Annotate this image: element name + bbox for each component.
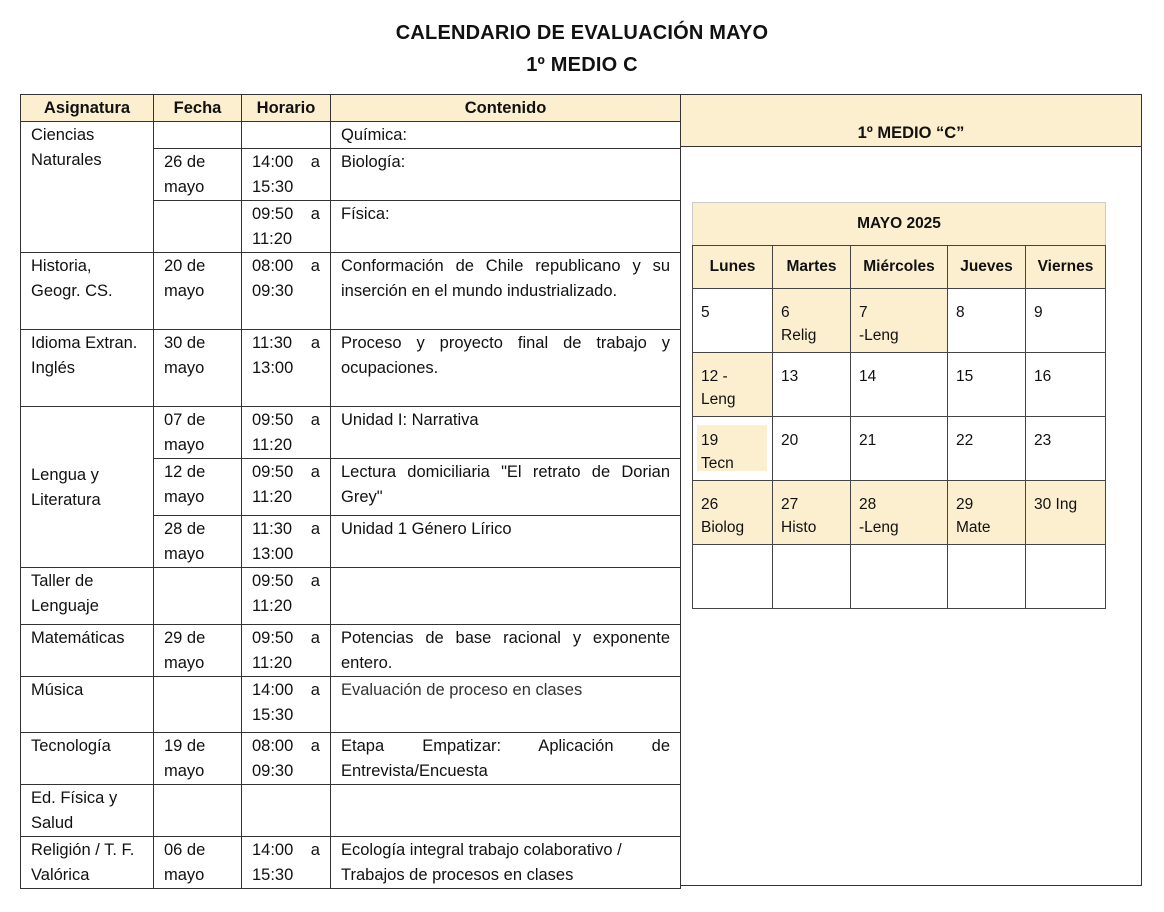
table-row bbox=[21, 785, 681, 837]
subject-cell: Taller de Lenguaje bbox=[21, 568, 154, 625]
table-row bbox=[21, 407, 681, 459]
subject-cell: Matemáticas bbox=[21, 625, 154, 677]
calendar-day bbox=[948, 353, 1026, 417]
day-number: 9 bbox=[1034, 304, 1043, 321]
day-event: Histo bbox=[781, 519, 817, 536]
month-calendar bbox=[692, 202, 1106, 609]
day-number: 13 bbox=[781, 368, 799, 385]
calendar-week bbox=[693, 289, 1106, 353]
calendar-day bbox=[693, 481, 773, 545]
contenido-cell: Física: bbox=[331, 201, 681, 253]
day-number: 5 bbox=[701, 304, 710, 321]
calendar-day bbox=[693, 545, 773, 609]
calendar-day bbox=[1026, 545, 1106, 609]
contenido-cell: Ecología integral trabajo colaborativo / Trabajos de procesos en clases bbox=[331, 837, 681, 889]
page-title: CALENDARIO DE EVALUACIÓN MAYO bbox=[395, 22, 769, 44]
table-row bbox=[21, 677, 681, 733]
calendar-day bbox=[693, 353, 773, 417]
day-event: Tecn bbox=[701, 455, 734, 472]
table-row bbox=[21, 625, 681, 677]
header-contenido: Contenido bbox=[331, 95, 681, 122]
calendar-day bbox=[851, 353, 948, 417]
calendar-week bbox=[693, 353, 1106, 417]
day-event: Leng bbox=[701, 391, 736, 408]
course-panel-header: 1º MEDIO “C” bbox=[681, 95, 1141, 147]
table-row bbox=[21, 568, 681, 625]
day-number: 20 bbox=[781, 432, 799, 449]
contenido-cell: Lectura domiciliaria "El retrato de Dorian Grey" bbox=[331, 459, 681, 516]
table-header-row bbox=[21, 95, 681, 122]
day-number: 30 Ing bbox=[1034, 496, 1078, 513]
horario-cell: 08:00 a 09:30 bbox=[242, 253, 331, 330]
subject-cell: Ed. Física y Salud bbox=[21, 785, 154, 837]
calendar-day bbox=[948, 481, 1026, 545]
horario-cell: 09:50 a 11:20 bbox=[242, 568, 331, 625]
calendar-day bbox=[851, 481, 948, 545]
calendar-day bbox=[773, 545, 851, 609]
day-header-lunes: Lunes bbox=[693, 246, 773, 289]
horario-cell: 09:50 a 11:20 bbox=[242, 459, 331, 516]
calendar-day bbox=[693, 417, 773, 481]
day-number: 29 bbox=[956, 496, 974, 513]
evaluation-table bbox=[20, 94, 681, 889]
calendar-day bbox=[1026, 353, 1106, 417]
day-number: 26 bbox=[701, 496, 719, 513]
fecha-cell: 07 de mayo bbox=[154, 407, 242, 459]
horario-cell: 09:50 a 11:20 bbox=[242, 407, 331, 459]
horario-cell: 14:00 a 15:30 bbox=[242, 677, 331, 733]
fecha-cell: 26 de mayo bbox=[154, 149, 242, 201]
contenido-cell: Conformación de Chile republicano y su inserción en el mundo industrializado. bbox=[331, 253, 681, 330]
contenido-cell: Evaluación de proceso en clases bbox=[331, 677, 681, 733]
table-row bbox=[21, 837, 681, 889]
contenido-cell: Química: bbox=[331, 122, 681, 149]
calendar-day bbox=[773, 353, 851, 417]
fecha-cell bbox=[154, 201, 242, 253]
horario-cell: 09:50 a 11:20 bbox=[242, 201, 331, 253]
day-number: 27 bbox=[781, 496, 799, 513]
calendar-day bbox=[773, 481, 851, 545]
day-number: 21 bbox=[859, 432, 877, 449]
table-row bbox=[21, 733, 681, 785]
subject-cell: Idioma Extran. Inglés bbox=[21, 330, 154, 407]
horario-cell: 09:50 a 11:20 bbox=[242, 625, 331, 677]
calendar-day bbox=[1026, 289, 1106, 353]
horario-cell: 14:00 a 15:30 bbox=[242, 149, 331, 201]
day-event: Mate bbox=[956, 519, 991, 536]
day-header-jueves: Jueves bbox=[948, 246, 1026, 289]
day-number: 14 bbox=[859, 368, 877, 385]
day-event: Biolog bbox=[701, 519, 745, 536]
day-number: 23 bbox=[1034, 432, 1052, 449]
calendar-day bbox=[851, 545, 948, 609]
day-header-viernes: Viernes bbox=[1026, 246, 1106, 289]
calendar-title: MAYO 2025 bbox=[693, 203, 1106, 246]
subject-cell: Lengua y Literatura bbox=[21, 407, 154, 568]
fecha-cell: 12 de mayo bbox=[154, 459, 242, 516]
contenido-cell: Proceso y proyecto final de trabajo y ocupaciones. bbox=[331, 330, 681, 407]
horario-cell bbox=[242, 785, 331, 837]
subject-cell: Música bbox=[21, 677, 154, 733]
day-number: 22 bbox=[956, 432, 974, 449]
day-number: 19 bbox=[701, 432, 719, 449]
calendar-day bbox=[851, 289, 948, 353]
day-number: 15 bbox=[956, 368, 974, 385]
day-event: -Leng bbox=[859, 327, 899, 344]
table-row bbox=[21, 253, 681, 330]
calendar-week bbox=[693, 417, 1106, 481]
subject-cell: Historia, Geogr. CS. bbox=[21, 253, 154, 330]
day-number: 12 - bbox=[701, 368, 728, 385]
calendar-day bbox=[948, 545, 1026, 609]
horario-cell: 11:30 a 13:00 bbox=[242, 330, 331, 407]
contenido-cell bbox=[331, 785, 681, 837]
day-number: 16 bbox=[1034, 368, 1052, 385]
day-number: 7 bbox=[859, 304, 868, 321]
calendar-title-row bbox=[693, 203, 1106, 246]
calendar-week bbox=[693, 481, 1106, 545]
day-number: 28 bbox=[859, 496, 877, 513]
contenido-cell: Etapa Empatizar: Aplicación de Entrevista/Encuesta bbox=[331, 733, 681, 785]
page-subtitle: 1º MEDIO C bbox=[526, 54, 638, 76]
day-header-miercoles: Miércoles bbox=[851, 246, 948, 289]
day-number: 8 bbox=[956, 304, 965, 321]
day-event: Relig bbox=[781, 327, 817, 344]
fecha-cell: 30 de mayo bbox=[154, 330, 242, 407]
calendar-day bbox=[1026, 481, 1106, 545]
contenido-cell: Unidad I: Narrativa bbox=[331, 407, 681, 459]
calendar-day bbox=[693, 289, 773, 353]
table-row bbox=[21, 330, 681, 407]
contenido-cell: Biología: bbox=[331, 149, 681, 201]
horario-cell: 14:00 a 15:30 bbox=[242, 837, 331, 889]
contenido-cell bbox=[331, 568, 681, 625]
fecha-cell: 06 de mayo bbox=[154, 837, 242, 889]
day-header-martes: Martes bbox=[773, 246, 851, 289]
day-event: -Leng bbox=[859, 519, 899, 536]
fecha-cell bbox=[154, 568, 242, 625]
calendar-week bbox=[693, 545, 1106, 609]
fecha-cell: 19 de mayo bbox=[154, 733, 242, 785]
subject-cell: Ciencias Naturales bbox=[21, 122, 154, 253]
calendar-day bbox=[948, 417, 1026, 481]
header-horario: Horario bbox=[242, 95, 331, 122]
horario-cell bbox=[242, 122, 331, 149]
horario-cell: 08:00 a 09:30 bbox=[242, 733, 331, 785]
contenido-cell: Potencias de base racional y exponente entero. bbox=[331, 625, 681, 677]
day-number: 6 bbox=[781, 304, 790, 321]
fecha-cell: 28 de mayo bbox=[154, 516, 242, 568]
contenido-cell: Unidad 1 Género Lírico bbox=[331, 516, 681, 568]
subject-cell: Religión / T. F. Valórica bbox=[21, 837, 154, 889]
fecha-cell: 20 de mayo bbox=[154, 253, 242, 330]
calendar-day bbox=[1026, 417, 1106, 481]
calendar-day bbox=[851, 417, 948, 481]
fecha-cell bbox=[154, 677, 242, 733]
header-fecha: Fecha bbox=[154, 95, 242, 122]
calendar-day bbox=[773, 289, 851, 353]
calendar-day bbox=[773, 417, 851, 481]
table-row bbox=[21, 122, 681, 149]
horario-cell: 11:30 a 13:00 bbox=[242, 516, 331, 568]
calendar-day-header-row bbox=[693, 246, 1106, 289]
fecha-cell bbox=[154, 785, 242, 837]
calendar-day bbox=[948, 289, 1026, 353]
subject-cell: Tecnología bbox=[21, 733, 154, 785]
header-asignatura: Asignatura bbox=[21, 95, 154, 122]
fecha-cell bbox=[154, 122, 242, 149]
fecha-cell: 29 de mayo bbox=[154, 625, 242, 677]
